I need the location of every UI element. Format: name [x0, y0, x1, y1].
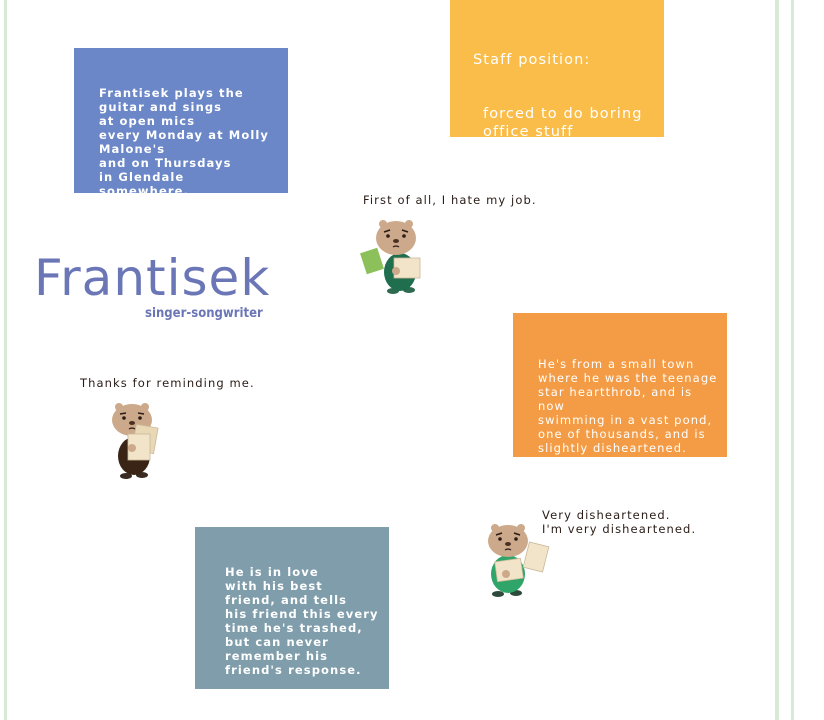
bio-love-text: He is in love with his best friend, and tells his friend this every time he's trashed, but can never remember his friend's response.	[225, 565, 379, 677]
hamster-green-sweater-icon	[360, 216, 432, 296]
bio-box-small-town	[513, 313, 727, 457]
speech-line-hate-job: First of all, I hate my job.	[363, 193, 537, 207]
left-border-stripe	[4, 0, 7, 720]
hamster-light-green-sweater-icon	[484, 522, 556, 602]
bio-box-open-mics	[74, 48, 288, 198]
staff-position-duty: forced to do boring office stuff	[483, 106, 643, 140]
right-border-stripe	[775, 0, 779, 720]
speech-line-disheartened: Very disheartened. I'm very disheartened.	[542, 508, 697, 536]
bio-open-mics-text: Frantisek plays the guitar and sings at open mics every Monday at Molly Malone's and on Thursdays in Glendale somewhere.	[99, 86, 270, 198]
right-border-stripe-outer	[791, 0, 794, 720]
bio-box-love	[195, 527, 389, 689]
character-tagline: singer-songwriter	[145, 306, 263, 321]
bio-small-town-text: He's from a small town where he was the teenage star heartthrob, and is now swimming in a vast pond, one of thousands, and is slightly disheartened.	[538, 357, 718, 455]
hamster-brown-sweater-icon	[104, 402, 168, 482]
staff-position-heading: Staff position:	[473, 52, 591, 68]
staff-position-box	[450, 0, 664, 140]
speech-line-reminding: Thanks for reminding me.	[80, 376, 255, 390]
character-name-title: Frantisek	[34, 249, 271, 307]
